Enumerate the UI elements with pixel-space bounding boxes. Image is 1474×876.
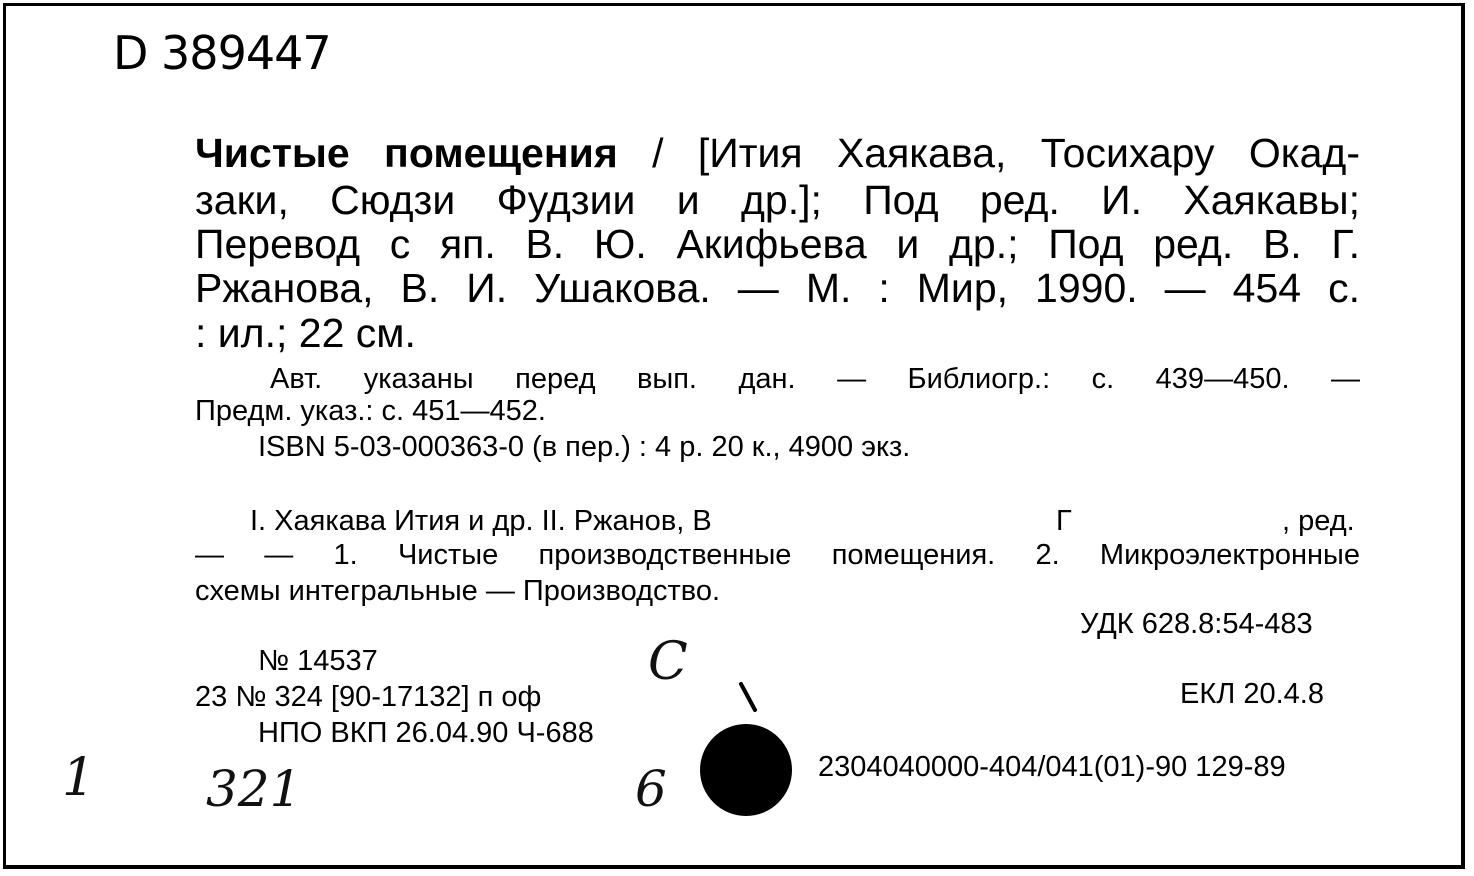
npo-line: НПО ВКП 26.04.90 Ч-688 — [258, 717, 594, 749]
heading-line-3: схемы интегральные — Производство. — [195, 575, 721, 607]
handwritten-letter: С — [648, 632, 688, 692]
publisher-code: 2304040000-404/041(01)-90 129-89 — [818, 751, 1286, 783]
heading-line-2: — — 1. Чистые производственные помещения. 2. Микроэлектронные — [195, 539, 1360, 571]
card-number: № 14537 — [258, 645, 378, 677]
entry-line-1 — [195, 130, 1360, 176]
handwritten-digit-left: 1 — [62, 748, 96, 808]
inventory-number: D 389447 — [113, 26, 331, 80]
order-line: 23 № 324 [90-17132] п оф — [195, 681, 542, 713]
handwritten-digit: 6 — [635, 760, 667, 818]
pencil-mark-icon — [735, 680, 765, 716]
entry-line-2: заки, Сюдзи Фудзии и др.]; Под ред. И. Хаякавы; — [195, 177, 1360, 223]
entry-line-4: Ржанова, В. И. Ушакова. — М. : Мир, 1990. — 454 с. — [195, 265, 1360, 311]
punch-hole — [700, 724, 792, 816]
heading-line-1c: , ред. — [1282, 505, 1355, 537]
isbn-line: ISBN 5-03-000363-0 (в пер.) : 4 р. 20 к., 4900 экз. — [258, 431, 911, 463]
notes-line-1: Авт. указаны перед вып. дан. — Библиогр.: с. 439—450. — — [270, 363, 1360, 395]
udk-code: УДК 628.8:54-483 — [1080, 608, 1313, 640]
ekl-code: ЕКЛ 20.4.8 — [1180, 678, 1324, 710]
entry-authors: / [Ития Хаякава, Тосихару Окад- — [652, 130, 1360, 176]
heading-line-1b: Г — [1056, 505, 1072, 537]
heading-line-1a: I. Хаякава Ития и др. II. Ржанов, В — [250, 505, 712, 537]
notes-line-2: Предм. указ.: с. 451—452. — [195, 395, 546, 427]
entry-title: Чистые помещения — [195, 130, 618, 176]
entry-line-5: : ил.; 22 см. — [195, 310, 416, 356]
handwritten-number: 321 — [206, 760, 302, 818]
entry-line-3: Перевод с яп. В. Ю. Акифьева и др.; Под ред. В. Г. — [195, 221, 1360, 267]
